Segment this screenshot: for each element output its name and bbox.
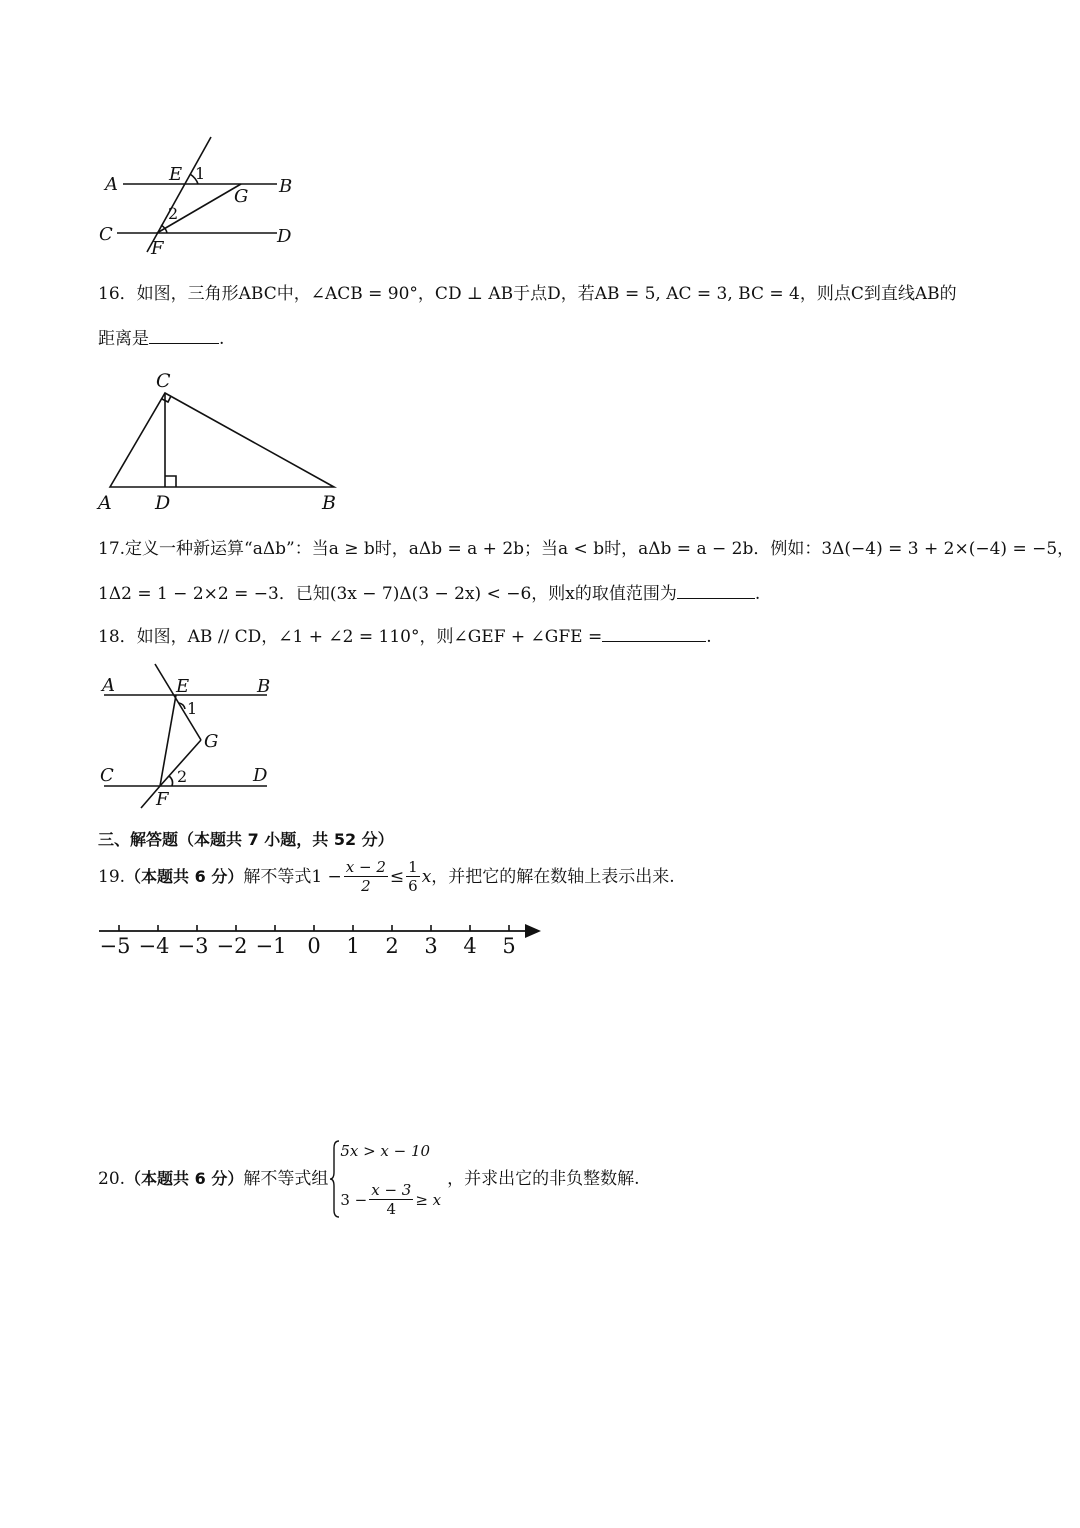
label-angle-2: 2	[177, 767, 188, 786]
number-line-label: 3	[424, 934, 438, 958]
question-20-score: （本题共 6 分）	[125, 1169, 244, 1188]
question-16	[98, 282, 957, 306]
angle-2-arc	[169, 776, 173, 786]
number-line	[95, 915, 550, 963]
label-f: F	[151, 238, 164, 259]
fraction-1-over-6: $\frac{1}{6}$	[408, 858, 418, 895]
question-18	[98, 623, 712, 649]
label-b: B	[279, 176, 293, 197]
label-angle-2: 2	[168, 204, 179, 223]
fraction-x-minus-2-over-2: $\frac{x - 2}{2}$	[345, 858, 386, 895]
question-18-line1: 如图，AB // CD，∠1 + ∠2 = 110°，则∠GEF + ∠GFE =	[136, 627, 603, 647]
label-c: C	[100, 765, 114, 786]
question-16-line2-wrap	[98, 325, 224, 351]
figure-right-triangle	[92, 365, 352, 517]
question-20-number: 20.	[98, 1169, 126, 1189]
question-19-suffix: ，并把它的解在数轴上表示出来.	[431, 866, 675, 887]
triangle-abc	[110, 393, 334, 487]
variable-x: x	[421, 866, 432, 887]
left-brace-icon	[330, 1140, 340, 1218]
label-f: F	[156, 789, 169, 810]
label-d: D	[253, 765, 268, 786]
number-line-label: 1	[346, 934, 360, 958]
number-line-label: 5	[502, 934, 516, 958]
question-16-end: .	[219, 329, 225, 349]
le-sign: ≤	[389, 866, 405, 887]
number-line-label: −1	[255, 934, 287, 958]
figure-parallel-lines-top	[95, 130, 315, 260]
label-angle-1: 1	[195, 164, 206, 183]
label-angle-1: 1	[187, 699, 198, 718]
question-19	[98, 858, 675, 895]
label-a: A	[105, 174, 118, 195]
number-line-label: 4	[463, 934, 477, 958]
label-e: E	[176, 676, 190, 697]
label-a: A	[98, 492, 112, 514]
question-16-line1: 如图，三角形ABC中，∠ACB = 90°，CD ⊥ AB于点D，若AB = 5, AC = 3, BC = 4，则点C到直线AB的	[136, 284, 957, 304]
section-3-heading: 三、解答题（本题共 7 小题，共 52 分）	[98, 830, 394, 849]
inequality-1: 5x > x − 10	[340, 1142, 431, 1160]
number-line-label: 2	[385, 934, 399, 958]
label-g: G	[234, 186, 249, 207]
number-line-label: 0	[307, 934, 321, 958]
question-17-end: .	[754, 584, 761, 604]
segment-ef	[160, 695, 176, 786]
label-g: G	[204, 731, 219, 752]
question-17-line2: 1Δ2 = 1 − 2×2 = −3．已知(3x − 7)Δ(3 − 2x) < −6，则x的取值范围为	[98, 584, 677, 604]
number-line-label: −5	[99, 934, 131, 958]
label-a: A	[102, 675, 115, 696]
figure-parallel-lines-bottom	[95, 658, 285, 813]
transversal-ef	[147, 137, 211, 252]
number-line-label: −4	[138, 934, 170, 958]
label-c: C	[99, 224, 113, 245]
label-c: C	[156, 370, 171, 392]
question-18-number: 18．	[98, 627, 137, 647]
label-b: B	[257, 676, 271, 697]
question-17	[98, 537, 1074, 561]
question-16-number: 16．	[98, 284, 137, 304]
question-20	[98, 1140, 640, 1218]
number-line-arrow-icon	[525, 924, 541, 938]
question-16-line2: 距离是	[98, 329, 149, 349]
label-b: B	[322, 492, 336, 514]
question-17-number: 17.	[98, 539, 126, 559]
label-d: D	[277, 226, 292, 247]
question-17-line1: 定义一种新运算“aΔb”：当a ≥ b时，aΔb = a + 2b；当a < b时，aΔb = a − 2b．例如：3Δ(−4) = 3 + 2×(−4) = −5，	[125, 539, 1075, 559]
question-20-prefix: 解不等式组	[243, 1169, 329, 1189]
right-angle-mark-d	[165, 476, 176, 487]
inequality-2-suffix: ≥ x	[415, 1190, 442, 1209]
label-d: D	[155, 492, 171, 514]
inequality-2-prefix: 3 −	[340, 1190, 368, 1209]
inequality-system	[330, 1140, 441, 1218]
number-line-label: −3	[177, 934, 209, 958]
question-20-suffix: ，并求出它的非负整数解.	[447, 1169, 640, 1189]
fraction-x-minus-3-over-4: $\frac{x - 3}{4}$	[371, 1181, 412, 1218]
answer-blank-16[interactable]	[149, 325, 219, 344]
number-line-label: −2	[216, 934, 248, 958]
question-18-end: .	[706, 627, 712, 647]
answer-blank-18[interactable]	[602, 623, 706, 642]
question-19-prefix: 解不等式1 −	[243, 866, 342, 887]
label-e: E	[169, 164, 183, 185]
answer-blank-17[interactable]	[677, 580, 755, 599]
question-17-line2-wrap	[98, 580, 760, 606]
question-19-score: （本题共 6 分）	[125, 866, 244, 886]
question-19-number: 19.	[98, 866, 126, 887]
